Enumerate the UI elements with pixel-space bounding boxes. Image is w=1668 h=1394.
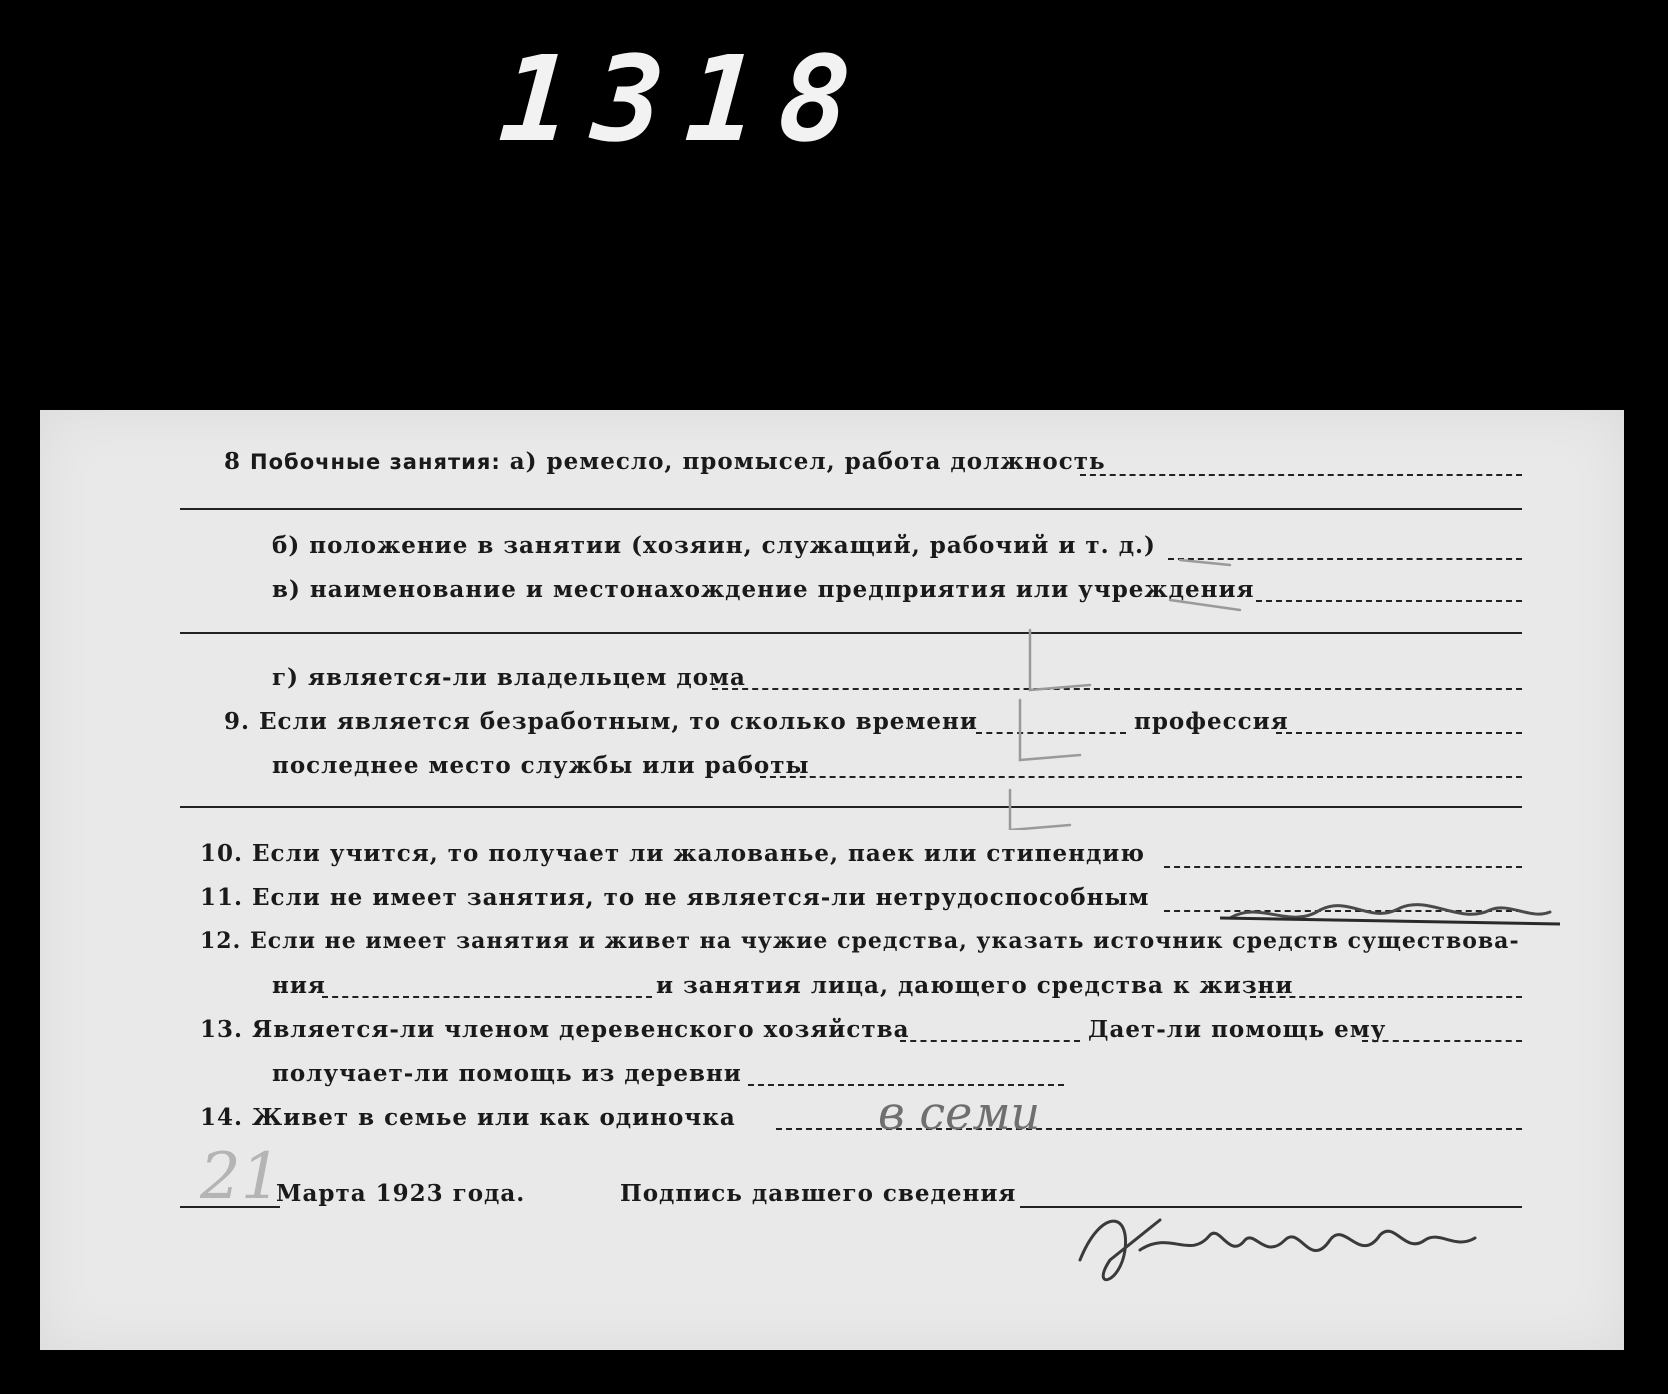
date-text: Марта 1923 года. — [276, 1180, 526, 1207]
q11-number: 11. — [200, 884, 244, 911]
q13-line-1 — [200, 1016, 910, 1043]
q8-b-text: б) положение в занятии (хозяин, служащий, рабочий и т. д.) — [272, 532, 1156, 559]
q8-v-continuation-line — [180, 632, 1522, 634]
q10-number: 10. — [200, 840, 244, 867]
q13-member-line — [900, 1040, 1080, 1042]
q14-text: Живет в семье или как одиночка — [252, 1104, 736, 1131]
q11-text: Если не имеет занятия, то не является-ли нетрудоспособным — [252, 884, 1150, 911]
q9-number: 9. — [224, 708, 251, 735]
q12-provider-line — [1250, 996, 1522, 998]
q9-line-1 — [224, 708, 978, 735]
q13-text-b: Дает-ли помощь ему — [1088, 1016, 1387, 1043]
q14-handwritten-answer: в семи — [878, 1086, 1041, 1140]
q8-number: 8 — [224, 448, 242, 475]
census-card — [40, 410, 1624, 1350]
handwritten-signature — [1070, 1190, 1490, 1310]
q9-line-2: последнее место службы или работы — [272, 752, 810, 779]
q12-number: 12. — [200, 928, 242, 954]
q10-text: Если учится, то получает ли жалованье, паек или стипендию — [252, 840, 1145, 867]
q14-line — [200, 1104, 736, 1131]
q9-continuation-line — [180, 806, 1522, 808]
q14-number: 14. — [200, 1104, 244, 1131]
q10-answer-line — [1164, 866, 1522, 868]
date-day-line — [180, 1206, 280, 1208]
q13-text-a: Является-ли членом деревенского хозяйства — [252, 1016, 910, 1043]
pencil-marks — [990, 500, 1290, 830]
q8-v-answer-line — [1256, 600, 1522, 602]
q13-help-line — [1362, 1040, 1522, 1042]
q12-line-2b: и занятия лица, дающего средства к жизни — [656, 972, 1294, 999]
q8-line-a — [224, 448, 1106, 475]
q12-source-line — [322, 996, 652, 998]
q8-a-text: а) ремесло, промысел, работа должность — [509, 448, 1106, 475]
q9-profession-line — [1276, 732, 1522, 734]
date-day-handwritten: 21 — [200, 1140, 282, 1214]
q11-line — [200, 884, 1150, 911]
q12-line-2a: ния — [272, 972, 326, 999]
q8-v-text: в) наименование и местонахождение предприятия или учреждения — [272, 576, 1255, 603]
q8-a-answer-line — [1080, 474, 1522, 476]
q9-text-a: Если является безработным, то сколько времени — [259, 708, 978, 735]
q10-line — [200, 840, 1145, 867]
q11-struck-handwriting — [1220, 890, 1560, 950]
signature-label: Подпись давшего сведения — [620, 1180, 1017, 1207]
q8-g-text: г) является-ли владельцем дома — [272, 664, 746, 691]
q13-number: 13. — [200, 1016, 244, 1043]
q8-label: Побочные занятия: — [250, 450, 501, 474]
q13-line-2: получает-ли помощь из деревни — [272, 1060, 742, 1087]
q9-profession-label: профессия — [1134, 708, 1289, 735]
q8-a-continuation-line — [180, 508, 1522, 510]
q12-text-1: Если не имеет занятия и живет на чужие средства, указать источник средств существова- — [249, 928, 1520, 954]
frame-number: 1318 — [495, 30, 877, 168]
